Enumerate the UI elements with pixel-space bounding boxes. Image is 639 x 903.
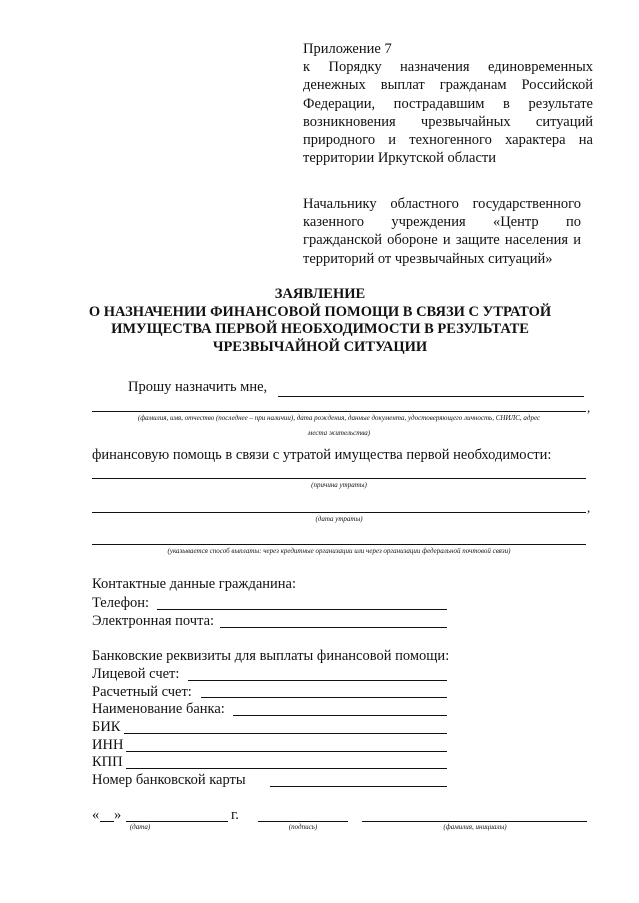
card-number-line[interactable] xyxy=(270,786,447,787)
request-prompt: Прошу назначить мне, xyxy=(128,379,268,395)
caption-reason: (причина утраты) xyxy=(311,481,367,489)
personal-account-label: Лицевой счет: xyxy=(92,666,180,682)
date-loss-line[interactable] xyxy=(92,512,586,513)
bank-name-label: Наименование банка: xyxy=(92,701,225,717)
bik-label: БИК xyxy=(92,719,121,735)
card-number-label: Номер банковской карты xyxy=(92,772,246,788)
appendix-text: к Порядку назначения единовременных денежных выплат гражданам Российской Федерации, пострадавшим в результате возникновения чрезвычайных ситуаций природного и техногенного характера на территории Иркутской области xyxy=(303,59,593,167)
reason-line[interactable] xyxy=(92,478,586,479)
bank-name-line[interactable] xyxy=(233,715,447,716)
year-suffix: г. xyxy=(231,807,239,823)
appendix-title: Приложение 7 xyxy=(303,41,392,57)
caption-person-line-2: места жительства) xyxy=(307,429,371,437)
inn-label: ИНН xyxy=(92,737,124,753)
help-text: финансовую помощь в связи с утратой имущества первой необходимости: xyxy=(92,447,552,463)
personal-account-line[interactable] xyxy=(188,680,447,681)
settlement-account-label: Расчетный счет: xyxy=(92,684,192,700)
heading-line-3: ИМУЩЕСТВА ПЕРВОЙ НЕОБХОДИМОСТИ В РЕЗУЛЬТАТЕ xyxy=(111,321,529,337)
caption-signature: (подпись) xyxy=(288,823,318,831)
caption-method: (указывается способ выплаты: через кредитные организации или через организации федеральной почтовой связи) xyxy=(167,547,511,555)
date-open-quote: « xyxy=(92,807,100,823)
signature-line[interactable] xyxy=(258,821,348,822)
caption-sign-date: (дата) xyxy=(129,823,151,831)
day-line[interactable] xyxy=(100,821,114,822)
person-line-2[interactable] xyxy=(92,411,586,412)
contacts-title: Контактные данные гражданина: xyxy=(92,576,297,592)
bank-title: Банковские реквизиты для выплаты финансовой помощи: xyxy=(92,648,450,664)
method-line[interactable] xyxy=(92,544,586,545)
name-initials-line[interactable] xyxy=(362,821,587,822)
caption-person-line-1: (фамилия, имя, отчество (последнее – при наличии), дата рождения, данные документа, удостоверяющего личность, СНИЛС, адрес xyxy=(137,414,541,422)
request-row xyxy=(128,378,267,396)
caption-name-initials: (фамилия, инициалы) xyxy=(443,823,507,831)
kpp-line[interactable] xyxy=(126,768,447,769)
bik-line[interactable] xyxy=(124,733,447,734)
heading-line-4: ЧРЕЗВЫЧАЙНОЙ СИТУАЦИИ xyxy=(212,338,428,355)
settlement-account-line[interactable] xyxy=(201,697,447,698)
appendix-block xyxy=(303,40,593,167)
document-heading xyxy=(60,286,580,356)
date-close-quote: » xyxy=(114,807,122,823)
kpp-label: КПП xyxy=(92,754,123,770)
phone-label: Телефон: xyxy=(92,595,150,611)
phone-line[interactable] xyxy=(157,609,447,610)
inn-line[interactable] xyxy=(126,751,447,752)
heading-line-1: ЗАЯВЛЕНИЕ xyxy=(274,286,366,302)
email-label: Электронная почта: xyxy=(92,613,215,629)
person-line-1[interactable] xyxy=(278,396,584,397)
email-line[interactable] xyxy=(220,627,447,628)
date-loss-comma: , xyxy=(587,500,591,515)
person-comma: , xyxy=(587,400,591,415)
caption-person xyxy=(92,414,586,438)
month-year-line[interactable] xyxy=(126,821,228,822)
heading-line-2: О НАЗНАЧЕНИИ ФИНАНСОВОЙ ПОМОЩИ В СВЯЗИ С УТРАТОЙ xyxy=(88,303,552,320)
addressee-block: Начальнику областного государственного казенного учреждения «Центр по гражданской обороне и защите населения и территорий от чрезвычайных ситуаций» xyxy=(303,196,581,267)
caption-date-loss: (дата утраты) xyxy=(315,515,363,523)
